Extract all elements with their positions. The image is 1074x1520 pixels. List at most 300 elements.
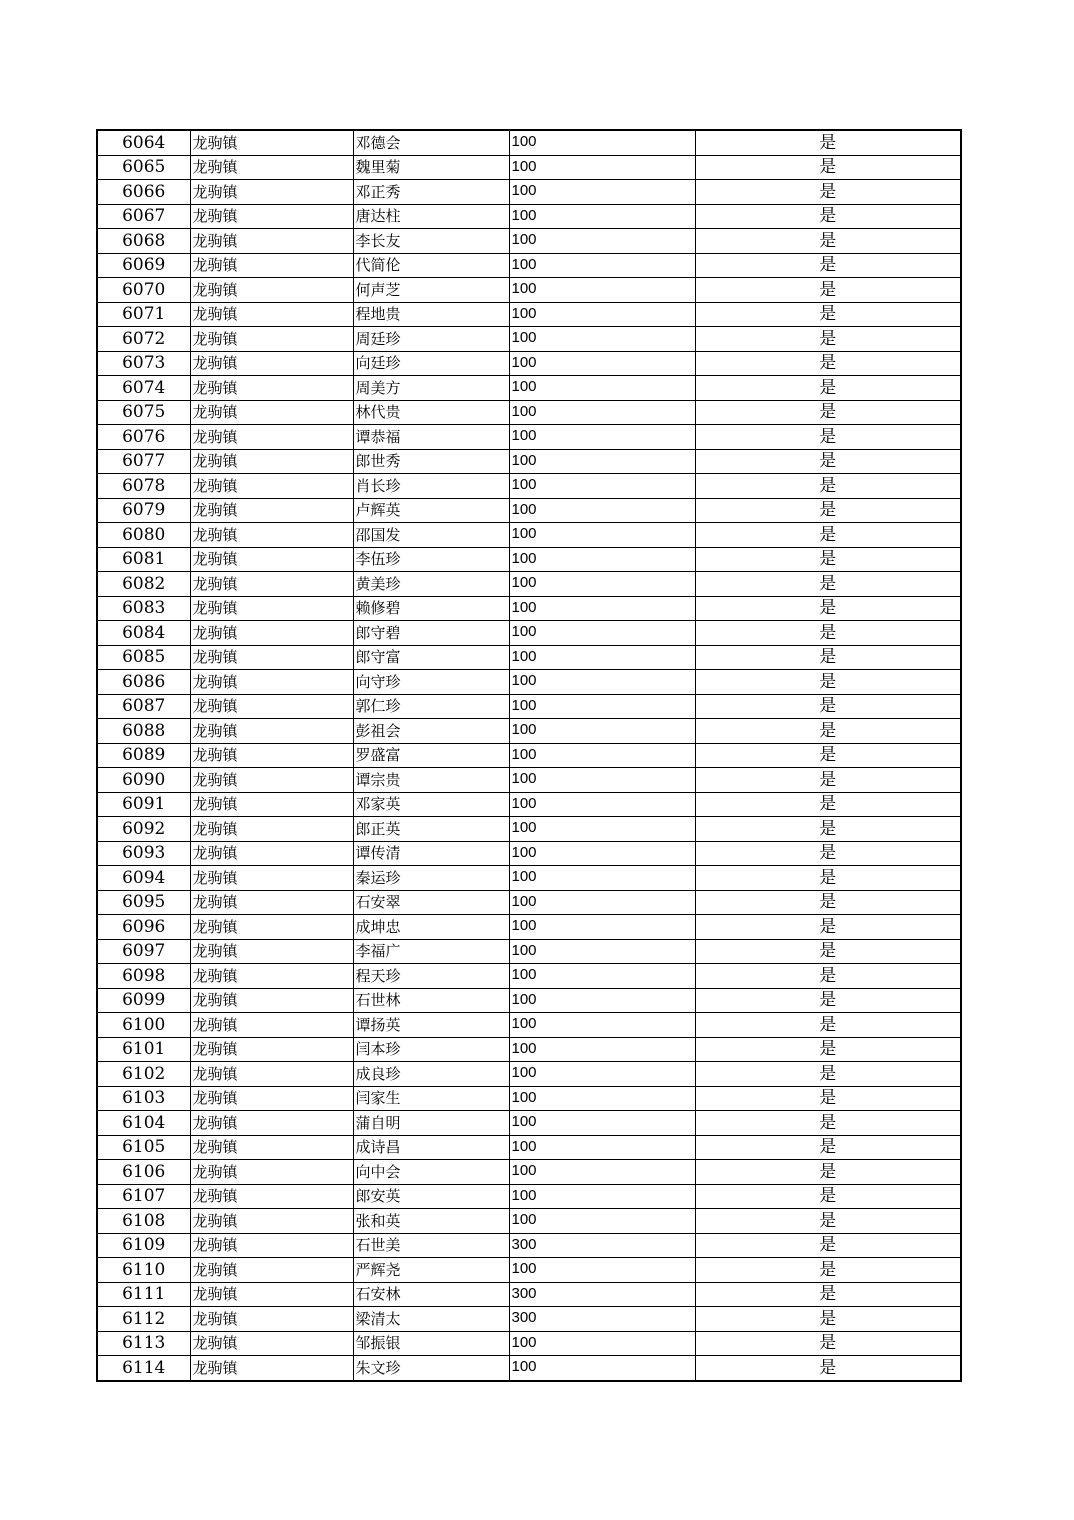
cell-name: 谭恭福 [353,425,509,450]
cell-name: 邓家英 [353,792,509,817]
cell-id: 6064 [97,130,190,155]
cell-name: 代简伦 [353,253,509,278]
table-row [97,523,961,548]
cell-amount: 100 [509,449,695,474]
cell-town: 龙驹镇 [190,841,353,866]
cell-town: 龙驹镇 [190,890,353,915]
cell-id: 6083 [97,596,190,621]
cell-name: 蒲自明 [353,1111,509,1136]
cell-flag: 是 [695,1282,961,1307]
cell-amount: 100 [509,1209,695,1234]
cell-amount: 100 [509,327,695,352]
cell-town: 龙驹镇 [190,278,353,303]
cell-town: 龙驹镇 [190,1209,353,1234]
cell-flag: 是 [695,1331,961,1356]
table-row [97,1258,961,1283]
cell-id: 6076 [97,425,190,450]
cell-flag: 是 [695,866,961,891]
cell-amount: 100 [509,1013,695,1038]
cell-town: 龙驹镇 [190,743,353,768]
cell-town: 龙驹镇 [190,719,353,744]
cell-amount: 100 [509,866,695,891]
cell-name: 闫本珍 [353,1037,509,1062]
cell-id: 6097 [97,939,190,964]
cell-name: 罗盛富 [353,743,509,768]
cell-name: 成坤忠 [353,915,509,940]
cell-flag: 是 [695,376,961,401]
cell-amount: 100 [509,1331,695,1356]
cell-id: 6079 [97,498,190,523]
cell-flag: 是 [695,425,961,450]
cell-id: 6074 [97,376,190,401]
cell-town: 龙驹镇 [190,1135,353,1160]
table-row [97,719,961,744]
cell-id: 6102 [97,1062,190,1087]
table-row [97,1233,961,1258]
cell-name: 周美方 [353,376,509,401]
cell-name: 魏里菊 [353,155,509,180]
table-row [97,866,961,891]
cell-amount: 100 [509,743,695,768]
cell-amount: 100 [509,915,695,940]
cell-name: 邓正秀 [353,180,509,205]
table-row [97,964,961,989]
cell-id: 6109 [97,1233,190,1258]
cell-flag: 是 [695,621,961,646]
table-row [97,229,961,254]
cell-id: 6099 [97,988,190,1013]
cell-name: 邵国发 [353,523,509,548]
cell-name: 向守珍 [353,670,509,695]
cell-name: 黄美珍 [353,572,509,597]
cell-town: 龙驹镇 [190,988,353,1013]
table-row [97,572,961,597]
cell-flag: 是 [695,1160,961,1185]
cell-name: 成良珍 [353,1062,509,1087]
table-row [97,474,961,499]
cell-town: 龙驹镇 [190,1331,353,1356]
table-row [97,400,961,425]
cell-town: 龙驹镇 [190,130,353,155]
cell-town: 龙驹镇 [190,817,353,842]
cell-id: 6095 [97,890,190,915]
cell-town: 龙驹镇 [190,1184,353,1209]
cell-name: 邓德会 [353,130,509,155]
cell-town: 龙驹镇 [190,1062,353,1087]
cell-town: 龙驹镇 [190,572,353,597]
cell-flag: 是 [695,1209,961,1234]
cell-town: 龙驹镇 [190,547,353,572]
cell-town: 龙驹镇 [190,449,353,474]
cell-id: 6094 [97,866,190,891]
cell-town: 龙驹镇 [190,866,353,891]
cell-name: 石世林 [353,988,509,1013]
cell-id: 6107 [97,1184,190,1209]
cell-id: 6081 [97,547,190,572]
cell-id: 6106 [97,1160,190,1185]
table-row [97,621,961,646]
cell-flag: 是 [695,988,961,1013]
cell-name: 赖修碧 [353,596,509,621]
cell-flag: 是 [695,792,961,817]
cell-flag: 是 [695,278,961,303]
cell-id: 6086 [97,670,190,695]
cell-id: 6098 [97,964,190,989]
table-row [97,1062,961,1087]
cell-town: 龙驹镇 [190,327,353,352]
cell-name: 周廷珍 [353,327,509,352]
cell-flag: 是 [695,1184,961,1209]
cell-amount: 100 [509,1037,695,1062]
cell-town: 龙驹镇 [190,792,353,817]
cell-town: 龙驹镇 [190,768,353,793]
table-row [97,1331,961,1356]
cell-flag: 是 [695,915,961,940]
cell-flag: 是 [695,351,961,376]
cell-name: 朱文珍 [353,1356,509,1381]
cell-id: 6093 [97,841,190,866]
cell-amount: 100 [509,204,695,229]
cell-id: 6113 [97,1331,190,1356]
table-row [97,1356,961,1381]
table-row [97,694,961,719]
cell-id: 6088 [97,719,190,744]
cell-town: 龙驹镇 [190,253,353,278]
cell-name: 程天珍 [353,964,509,989]
cell-id: 6065 [97,155,190,180]
cell-flag: 是 [695,400,961,425]
table-row [97,1184,961,1209]
cell-flag: 是 [695,180,961,205]
cell-flag: 是 [695,1111,961,1136]
cell-town: 龙驹镇 [190,523,353,548]
cell-town: 龙驹镇 [190,1086,353,1111]
cell-flag: 是 [695,1135,961,1160]
cell-flag: 是 [695,817,961,842]
data-table [96,129,962,1382]
cell-name: 邹振银 [353,1331,509,1356]
cell-amount: 100 [509,1062,695,1087]
cell-amount: 100 [509,817,695,842]
cell-town: 龙驹镇 [190,204,353,229]
cell-flag: 是 [695,1356,961,1381]
table-row [97,278,961,303]
cell-name: 林代贵 [353,400,509,425]
cell-amount: 100 [509,988,695,1013]
cell-town: 龙驹镇 [190,915,353,940]
table-row [97,498,961,523]
cell-town: 龙驹镇 [190,351,353,376]
cell-id: 6078 [97,474,190,499]
cell-name: 郎守富 [353,645,509,670]
cell-amount: 100 [509,130,695,155]
cell-town: 龙驹镇 [190,302,353,327]
cell-id: 6082 [97,572,190,597]
cell-name: 谭传清 [353,841,509,866]
table-row [97,1013,961,1038]
cell-amount: 100 [509,694,695,719]
cell-amount: 100 [509,1111,695,1136]
cell-id: 6114 [97,1356,190,1381]
cell-flag: 是 [695,890,961,915]
cell-flag: 是 [695,1233,961,1258]
cell-amount: 100 [509,547,695,572]
cell-flag: 是 [695,1258,961,1283]
cell-flag: 是 [695,768,961,793]
table-row [97,1135,961,1160]
table-row [97,351,961,376]
cell-amount: 100 [509,302,695,327]
cell-id: 6090 [97,768,190,793]
cell-amount: 100 [509,768,695,793]
cell-town: 龙驹镇 [190,1013,353,1038]
cell-id: 6089 [97,743,190,768]
cell-name: 李福广 [353,939,509,964]
cell-amount: 100 [509,792,695,817]
cell-flag: 是 [695,1307,961,1332]
cell-flag: 是 [695,204,961,229]
cell-name: 郎守碧 [353,621,509,646]
cell-town: 龙驹镇 [190,939,353,964]
cell-id: 6070 [97,278,190,303]
cell-amount: 100 [509,523,695,548]
table-row [97,915,961,940]
cell-amount: 100 [509,1160,695,1185]
cell-id: 6105 [97,1135,190,1160]
table-row [97,1111,961,1136]
cell-name: 何声芝 [353,278,509,303]
cell-id: 6071 [97,302,190,327]
cell-flag: 是 [695,743,961,768]
cell-amount: 100 [509,1135,695,1160]
cell-name: 李伍珍 [353,547,509,572]
table-row [97,988,961,1013]
cell-flag: 是 [695,1037,961,1062]
table-row [97,1160,961,1185]
cell-flag: 是 [695,1062,961,1087]
cell-name: 秦运珍 [353,866,509,891]
cell-amount: 300 [509,1307,695,1332]
cell-id: 6110 [97,1258,190,1283]
cell-id: 6103 [97,1086,190,1111]
table-row [97,253,961,278]
cell-id: 6069 [97,253,190,278]
cell-town: 龙驹镇 [190,694,353,719]
cell-amount: 100 [509,180,695,205]
cell-flag: 是 [695,939,961,964]
table-row [97,449,961,474]
cell-id: 6091 [97,792,190,817]
cell-amount: 100 [509,400,695,425]
cell-town: 龙驹镇 [190,1307,353,1332]
cell-flag: 是 [695,498,961,523]
cell-name: 石安林 [353,1282,509,1307]
cell-town: 龙驹镇 [190,1037,353,1062]
cell-flag: 是 [695,523,961,548]
cell-amount: 100 [509,229,695,254]
cell-name: 石世美 [353,1233,509,1258]
cell-amount: 100 [509,1086,695,1111]
cell-amount: 100 [509,939,695,964]
table-row [97,645,961,670]
cell-town: 龙驹镇 [190,376,353,401]
cell-id: 6067 [97,204,190,229]
cell-town: 龙驹镇 [190,1258,353,1283]
table-row [97,817,961,842]
cell-flag: 是 [695,474,961,499]
cell-town: 龙驹镇 [190,621,353,646]
cell-name: 李长友 [353,229,509,254]
cell-flag: 是 [695,253,961,278]
cell-id: 6096 [97,915,190,940]
cell-amount: 100 [509,890,695,915]
cell-flag: 是 [695,964,961,989]
cell-amount: 300 [509,1233,695,1258]
cell-flag: 是 [695,449,961,474]
cell-id: 6108 [97,1209,190,1234]
cell-name: 梁清太 [353,1307,509,1332]
cell-town: 龙驹镇 [190,1111,353,1136]
cell-town: 龙驹镇 [190,1233,353,1258]
cell-flag: 是 [695,1086,961,1111]
cell-town: 龙驹镇 [190,155,353,180]
cell-town: 龙驹镇 [190,180,353,205]
table-row [97,1086,961,1111]
cell-amount: 100 [509,670,695,695]
cell-amount: 100 [509,278,695,303]
cell-name: 郎安英 [353,1184,509,1209]
cell-name: 闫家生 [353,1086,509,1111]
cell-name: 彭祖会 [353,719,509,744]
cell-name: 郎世秀 [353,449,509,474]
cell-flag: 是 [695,719,961,744]
cell-name: 严辉尧 [353,1258,509,1283]
cell-amount: 100 [509,474,695,499]
cell-town: 龙驹镇 [190,1282,353,1307]
cell-name: 向中会 [353,1160,509,1185]
cell-amount: 100 [509,841,695,866]
table-row [97,890,961,915]
cell-town: 龙驹镇 [190,498,353,523]
cell-id: 6075 [97,400,190,425]
cell-name: 向廷珍 [353,351,509,376]
cell-id: 6085 [97,645,190,670]
cell-name: 石安翠 [353,890,509,915]
table-row [97,155,961,180]
table-row [97,841,961,866]
cell-id: 6112 [97,1307,190,1332]
table-row [97,1307,961,1332]
cell-flag: 是 [695,645,961,670]
cell-town: 龙驹镇 [190,964,353,989]
cell-flag: 是 [695,155,961,180]
table-row [97,768,961,793]
cell-amount: 100 [509,572,695,597]
table-row [97,180,961,205]
cell-town: 龙驹镇 [190,645,353,670]
cell-amount: 300 [509,1282,695,1307]
cell-flag: 是 [695,130,961,155]
cell-flag: 是 [695,302,961,327]
cell-amount: 100 [509,1184,695,1209]
cell-id: 6077 [97,449,190,474]
cell-name: 卢辉英 [353,498,509,523]
cell-id: 6072 [97,327,190,352]
cell-town: 龙驹镇 [190,1160,353,1185]
cell-flag: 是 [695,547,961,572]
cell-id: 6080 [97,523,190,548]
table-row [97,425,961,450]
cell-id: 6073 [97,351,190,376]
cell-flag: 是 [695,229,961,254]
cell-name: 成诗昌 [353,1135,509,1160]
cell-name: 张和英 [353,1209,509,1234]
cell-name: 谭扬英 [353,1013,509,1038]
cell-id: 6068 [97,229,190,254]
cell-name: 郭仁珍 [353,694,509,719]
table-row [97,792,961,817]
cell-amount: 100 [509,425,695,450]
cell-amount: 100 [509,719,695,744]
cell-id: 6087 [97,694,190,719]
table-row [97,596,961,621]
cell-id: 6111 [97,1282,190,1307]
table-row [97,1037,961,1062]
cell-town: 龙驹镇 [190,229,353,254]
table-row [97,670,961,695]
cell-town: 龙驹镇 [190,670,353,695]
cell-town: 龙驹镇 [190,400,353,425]
cell-town: 龙驹镇 [190,596,353,621]
table-body [97,130,961,1381]
cell-name: 程地贵 [353,302,509,327]
cell-town: 龙驹镇 [190,474,353,499]
cell-name: 唐达柱 [353,204,509,229]
table-row [97,130,961,155]
cell-amount: 100 [509,498,695,523]
cell-amount: 100 [509,351,695,376]
table-row [97,1209,961,1234]
cell-name: 谭宗贵 [353,768,509,793]
cell-amount: 100 [509,645,695,670]
cell-amount: 100 [509,376,695,401]
cell-id: 6104 [97,1111,190,1136]
cell-flag: 是 [695,327,961,352]
cell-town: 龙驹镇 [190,1356,353,1381]
table-row [97,939,961,964]
cell-id: 6066 [97,180,190,205]
cell-flag: 是 [695,596,961,621]
cell-amount: 100 [509,621,695,646]
table-row [97,302,961,327]
table-row [97,204,961,229]
cell-id: 6100 [97,1013,190,1038]
table-row [97,376,961,401]
cell-flag: 是 [695,572,961,597]
cell-amount: 100 [509,964,695,989]
table-row [97,547,961,572]
cell-flag: 是 [695,670,961,695]
cell-flag: 是 [695,694,961,719]
table-row [97,327,961,352]
cell-town: 龙驹镇 [190,425,353,450]
cell-amount: 100 [509,1258,695,1283]
cell-flag: 是 [695,1013,961,1038]
table-row [97,1282,961,1307]
cell-id: 6101 [97,1037,190,1062]
cell-amount: 100 [509,1356,695,1381]
table-row [97,743,961,768]
